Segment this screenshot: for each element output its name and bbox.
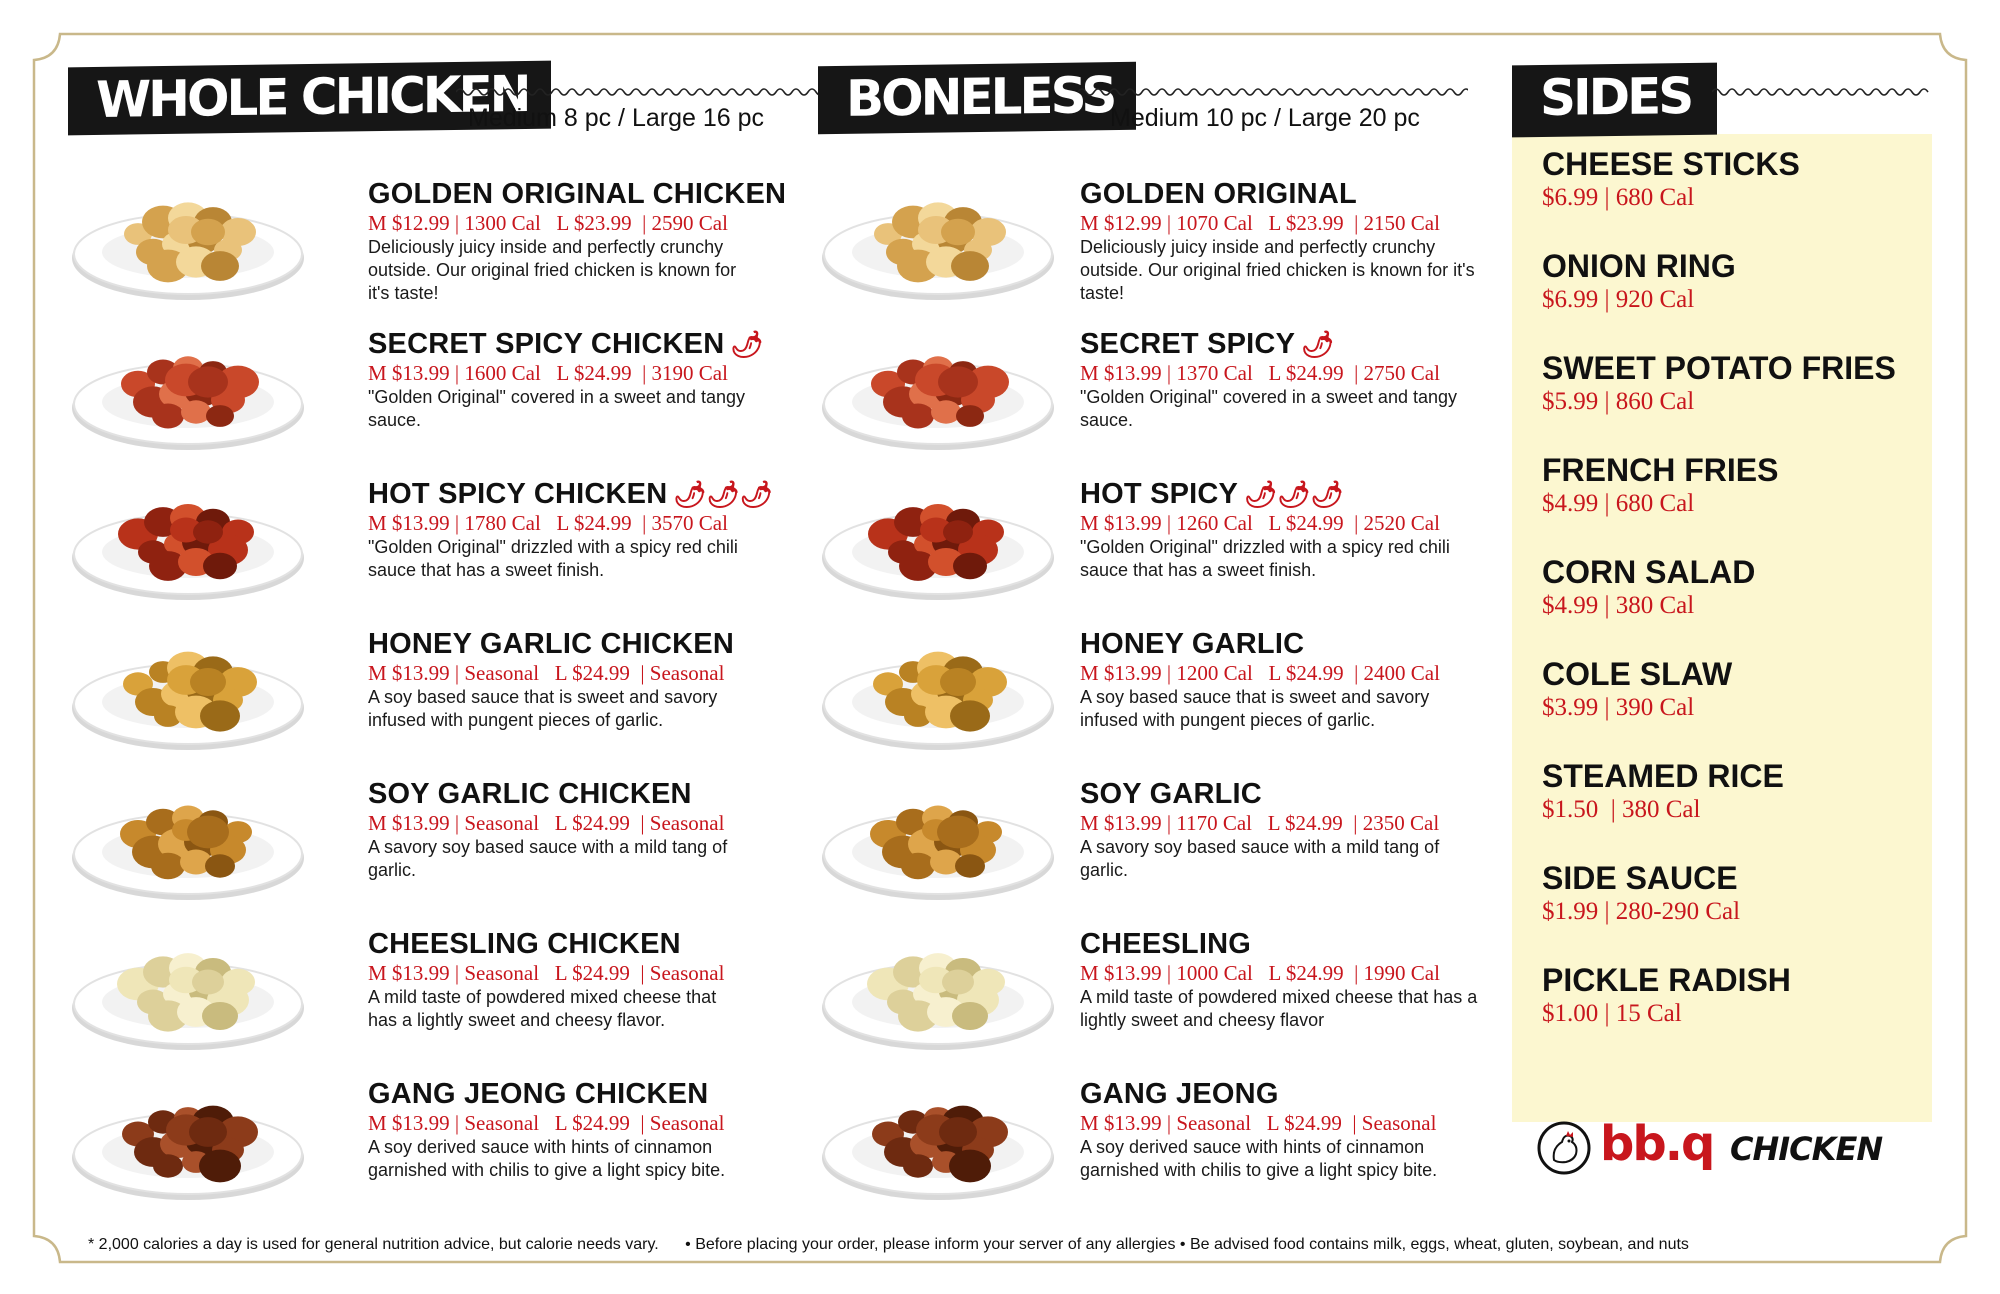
menu-item-text (368, 178, 792, 305)
menu-item-text (1080, 328, 1480, 432)
boneless-list (818, 174, 1478, 1224)
menu-item-description: "Golden Original" drizzled with a spicy red chili sauce that has a sweet finish. (368, 537, 738, 580)
menu-item (818, 474, 1478, 624)
side-item-price: $6.99 | 920 Cal (1542, 286, 1695, 313)
chicken-emblem-icon (1536, 1120, 1592, 1176)
sides-list (1542, 146, 1896, 1064)
menu-item (68, 474, 773, 624)
menu-item-text (368, 328, 764, 432)
sides-section (1512, 64, 1932, 1027)
whole-chicken-title: WHOLE CHICKEN (68, 61, 551, 136)
side-item (1542, 656, 1896, 758)
side-item (1542, 860, 1896, 962)
menu-item-name: SOY GARLIC CHICKEN (368, 778, 692, 810)
menu-item-description: A savory soy based sauce with a mild tang of garlic. (368, 837, 728, 880)
menu-item-price: M $13.99 | 1170 Cal L $24.99 | 2350 Cal (1080, 811, 1440, 835)
side-item (1542, 146, 1896, 248)
menu-item-text (368, 628, 748, 732)
side-item-name: FRENCH FRIES (1542, 452, 1779, 488)
menu-item (818, 924, 1478, 1074)
menu-item-name: CHEESLING (1080, 928, 1251, 960)
menu-item-description: "Golden Original" covered in a sweet and tangy sauce. (368, 387, 745, 430)
menu-item-description: "Golden Original" covered in a sweet and tangy sauce. (1080, 387, 1457, 430)
side-item-name: CHEESE STICKS (1542, 146, 1800, 182)
menu-item (68, 924, 768, 1074)
side-item-name: ONION RING (1542, 248, 1736, 284)
menu-item-name: HONEY GARLIC CHICKEN (368, 628, 734, 660)
menu-item-description: A soy based sauce that is sweet and savory infused with pungent pieces of garlic. (368, 687, 718, 730)
menu-item-text (1080, 778, 1480, 882)
menu-item-price: M $13.99 | 1260 Cal L $24.99 | 2520 Cal (1080, 511, 1440, 535)
menu-item (818, 774, 1478, 924)
bbq-chicken-logo (1536, 1118, 1916, 1178)
menu-item-price: M $13.99 | Seasonal L $24.99 | Seasonal (1080, 1111, 1437, 1135)
boneless-header (818, 64, 1478, 144)
boneless-sizes: Medium 10 pc / Large 20 pc (1110, 104, 1420, 132)
chili-pepper-icon: 🌶 (1301, 329, 1335, 359)
menu-item-description: A soy derived sauce with hints of cinnamon garnished with chilis to give a light spicy bite. (368, 1137, 726, 1180)
side-item-price: $3.99 | 390 Cal (1542, 694, 1695, 721)
side-item-price: $1.00 | 15 Cal (1542, 1000, 1682, 1027)
menu-item-description: A soy derived sauce with hints of cinnamon garnished with chilis to give a light spicy bite. (1080, 1137, 1438, 1180)
menu-item-name: HOT SPICY CHICKEN 🌶🌶🌶 (368, 478, 773, 510)
menu-item-description: Deliciously juicy inside and perfectly crunchy outside. Our original fried chicken is known for it's taste! (1080, 237, 1475, 303)
side-item-name: CORN SALAD (1542, 554, 1756, 590)
menu-item-description: A mild taste of powdered mixed cheese that has a lightly sweet and cheesy flavor. (368, 987, 717, 1030)
squiggle-divider (1078, 86, 1468, 98)
side-item (1542, 554, 1896, 656)
menu-item-text (368, 778, 748, 882)
whole-chicken-header (68, 64, 768, 144)
menu-item-price: M $13.99 | 1600 Cal L $24.99 | 3190 Cal (368, 361, 728, 385)
menu-item-text (1080, 478, 1480, 582)
side-item-price: $4.99 | 680 Cal (1542, 490, 1695, 517)
menu-item (68, 174, 787, 324)
squiggle-divider (456, 86, 828, 98)
calorie-note: * 2,000 calories a day is used for general nutrition advice, but calorie needs vary. (88, 1236, 659, 1253)
menu-item-name: SOY GARLIC (1080, 778, 1262, 810)
menu-item-description: Deliciously juicy inside and perfectly crunchy outside. Our original fried chicken is known for it's taste! (368, 237, 737, 303)
menu-item-description: "Golden Original" drizzled with a spicy red chili sauce that has a sweet finish. (1080, 537, 1450, 580)
squiggle-divider (1712, 86, 1932, 98)
chili-pepper-icon: 🌶 (730, 329, 764, 359)
menu-item-text (368, 928, 748, 1032)
side-item (1542, 350, 1896, 452)
menu-item-description: A soy based sauce that is sweet and savory infused with pungent pieces of garlic. (1080, 687, 1430, 730)
whole-chicken-sizes: Medium 8 pc / Large 16 pc (468, 104, 764, 132)
menu-item-text (368, 478, 773, 582)
side-item-name: SWEET POTATO FRIES (1542, 350, 1896, 386)
menu-item (818, 324, 1478, 474)
menu-item-text (1080, 628, 1480, 732)
menu-item (818, 1074, 1478, 1224)
menu-item-price: M $13.99 | Seasonal L $24.99 | Seasonal (368, 961, 725, 985)
menu-item-price: M $12.99 | 1300 Cal L $23.99 | 2590 Cal (368, 211, 728, 235)
menu-item-text (1080, 178, 1480, 305)
menu-item-price: M $13.99 | Seasonal L $24.99 | Seasonal (368, 1111, 725, 1135)
menu-item-text (1080, 928, 1480, 1032)
boneless-title: BONELESS (818, 62, 1136, 134)
side-item (1542, 962, 1896, 1064)
side-item-price: $4.99 | 380 Cal (1542, 592, 1695, 619)
sides-title: SIDES (1512, 63, 1717, 138)
menu-item-text (1080, 1078, 1480, 1182)
whole-chicken-list (68, 174, 787, 1224)
menu-item-price: M $12.99 | 1070 Cal L $23.99 | 2150 Cal (1080, 211, 1440, 235)
side-item-price: $1.99 | 280-290 Cal (1542, 898, 1741, 925)
menu-item (818, 174, 1478, 324)
side-item (1542, 758, 1896, 860)
menu-item-name: GANG JEONG (1080, 1078, 1279, 1110)
side-item-name: STEAMED RICE (1542, 758, 1784, 794)
boneless-section (818, 64, 1478, 1224)
side-item (1542, 248, 1896, 350)
menu-item-name: SECRET SPICY 🌶 (1080, 328, 1335, 360)
menu-item-price: M $13.99 | 1780 Cal L $24.99 | 3570 Cal (368, 511, 728, 535)
menu-item (818, 624, 1478, 774)
logo-word: CHICKEN (1730, 1130, 1883, 1168)
side-item-price: $6.99 | 680 Cal (1542, 184, 1695, 211)
menu-item-name: HOT SPICY 🌶🌶🌶 (1080, 478, 1344, 510)
chili-pepper-icon: 🌶🌶🌶 (1244, 479, 1344, 509)
menu-item (68, 774, 768, 924)
whole-chicken-section (68, 64, 787, 1224)
menu-item-price: M $13.99 | Seasonal L $24.99 | Seasonal (368, 811, 725, 835)
menu-item-name: CHEESLING CHICKEN (368, 928, 681, 960)
side-item-name: SIDE SAUCE (1542, 860, 1738, 896)
menu-item-name: SECRET SPICY CHICKEN 🌶 (368, 328, 764, 360)
menu-item-name: GANG JEONG CHICKEN (368, 1078, 709, 1110)
side-item-name: COLE SLAW (1542, 656, 1733, 692)
menu-item-price: M $13.99 | 1370 Cal L $24.99 | 2750 Cal (1080, 361, 1440, 385)
menu-item-name: GOLDEN ORIGINAL CHICKEN (368, 178, 787, 210)
logo-mark: bb.q (1600, 1116, 1714, 1172)
chili-pepper-icon: 🌶🌶🌶 (673, 479, 773, 509)
menu-item-name: HONEY GARLIC (1080, 628, 1305, 660)
menu-item-price: M $13.99 | 1000 Cal L $24.99 | 1990 Cal (1080, 961, 1440, 985)
menu-item (68, 624, 768, 774)
side-item-price: $5.99 | 860 Cal (1542, 388, 1695, 415)
menu-item (68, 324, 768, 474)
allergy-note: • Before placing your order, please inform your server of any allergies • Be advised food contains milk, eggs, wheat, gluten, soybean, and nuts (685, 1236, 1689, 1253)
sides-header (1512, 64, 1932, 144)
menu-item-price: M $13.99 | Seasonal L $24.99 | Seasonal (368, 661, 725, 685)
side-item (1542, 452, 1896, 554)
side-item-name: PICKLE RADISH (1542, 962, 1791, 998)
menu-item-text (368, 1078, 748, 1182)
menu-item-price: M $13.99 | 1200 Cal L $24.99 | 2400 Cal (1080, 661, 1440, 685)
menu-item (68, 1074, 768, 1224)
menu-item-description: A savory soy based sauce with a mild tang of garlic. (1080, 837, 1440, 880)
side-item-price: $1.50 | 380 Cal (1542, 796, 1701, 823)
menu-item-name: GOLDEN ORIGINAL (1080, 178, 1357, 210)
menu-item-description: A mild taste of powdered mixed cheese that has a lightly sweet and cheesy flavor (1080, 987, 1478, 1030)
footer-notes (88, 1236, 1689, 1254)
